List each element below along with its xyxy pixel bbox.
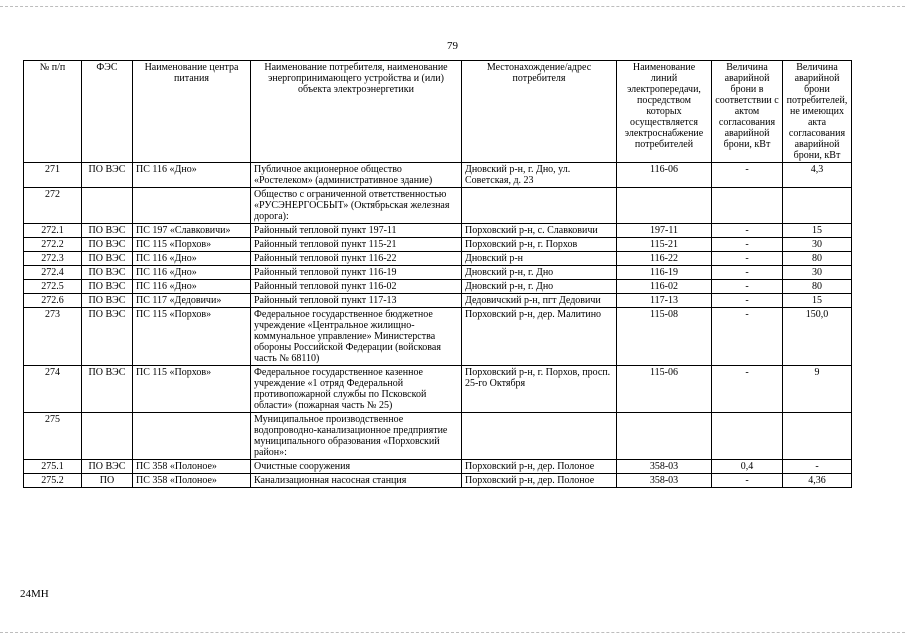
cell-fes: ПО ВЭС (82, 294, 133, 308)
cell-consumer: Федеральное государственное бюджетное учреждение «Центральное жилищно-коммунальное управление» Министерства обороны Российской Федерации (войсковая часть № 68110) (251, 308, 462, 366)
cell-fes: ПО ВЭС (82, 460, 133, 474)
cell-reserve-without-act: 30 (783, 238, 852, 252)
cell-reserve-with-act: - (712, 266, 783, 280)
cell-reserve-with-act: - (712, 308, 783, 366)
cell-fes (82, 413, 133, 460)
cell-number: 272.4 (24, 266, 82, 280)
cell-reserve-without-act: 15 (783, 224, 852, 238)
table-row (24, 224, 852, 238)
cell-reserve-with-act: - (712, 294, 783, 308)
cell-reserve-with-act: - (712, 252, 783, 266)
cell-fes: ПО ВЭС (82, 224, 133, 238)
cell-power-center: ПС 117 «Дедовичи» (133, 294, 251, 308)
cell-power-line (617, 413, 712, 460)
cell-number: 273 (24, 308, 82, 366)
cell-number: 271 (24, 163, 82, 188)
table-row (24, 366, 852, 413)
cell-address: Порховский р-н, дер. Полоное (462, 460, 617, 474)
cell-address: Дновский р-н, г. Дно, ул. Советская, д. 23 (462, 163, 617, 188)
cell-address: Дновский р-н, г. Дно (462, 280, 617, 294)
cell-reserve-with-act: 0,4 (712, 460, 783, 474)
cell-reserve-without-act: 30 (783, 266, 852, 280)
cell-power-line: 117-13 (617, 294, 712, 308)
cell-fes: ПО ВЭС (82, 266, 133, 280)
cell-consumer: Районный тепловой пункт 116-22 (251, 252, 462, 266)
cell-power-center: ПС 197 «Славковичи» (133, 224, 251, 238)
table-row (24, 266, 852, 280)
header-power-line: Наименование линий электропередачи, посредством которых осуществляется электроснабжение потребителей (617, 61, 712, 163)
cell-fes: ПО ВЭС (82, 308, 133, 366)
table-row (24, 280, 852, 294)
cell-power-line: 358-03 (617, 474, 712, 488)
header-reserve-with-act: Величина аварийной брони в соответствии с актом согласования аварийной брони, кВт (712, 61, 783, 163)
table-row (24, 294, 852, 308)
cell-number: 272.5 (24, 280, 82, 294)
cell-number: 275 (24, 413, 82, 460)
cell-number: 275.2 (24, 474, 82, 488)
cell-power-center: ПС 115 «Порхов» (133, 366, 251, 413)
cell-power-center (133, 188, 251, 224)
scan-noise-bottom (0, 632, 905, 634)
cell-power-line (617, 188, 712, 224)
table-row (24, 308, 852, 366)
cell-address: Дновский р-н (462, 252, 617, 266)
cell-address: Дедовичский р-н, пгт Дедовичи (462, 294, 617, 308)
cell-reserve-with-act: - (712, 366, 783, 413)
cell-fes: ПО ВЭС (82, 366, 133, 413)
cell-reserve-with-act: - (712, 224, 783, 238)
cell-fes: ПО ВЭС (82, 252, 133, 266)
cell-reserve-with-act: - (712, 474, 783, 488)
table-header-row (24, 61, 852, 163)
page-number: 79 (447, 40, 458, 52)
header-reserve-without-act: Величина аварийной брони потребителей, не имеющих акта согласования аварийной брони, кВт (783, 61, 852, 163)
cell-consumer: Канализационная насосная станция (251, 474, 462, 488)
cell-address: Порховский р-н, дер. Малитино (462, 308, 617, 366)
cell-reserve-without-act: 80 (783, 280, 852, 294)
cell-power-line: 116-22 (617, 252, 712, 266)
cell-address: Порховский р-н, дер. Полоное (462, 474, 617, 488)
cell-reserve-with-act: - (712, 280, 783, 294)
cell-power-center: ПС 116 «Дно» (133, 163, 251, 188)
header-fes: ФЭС (82, 61, 133, 163)
cell-reserve-with-act (712, 413, 783, 460)
cell-power-line: 115-21 (617, 238, 712, 252)
cell-power-center: ПС 115 «Порхов» (133, 308, 251, 366)
cell-power-line: 115-08 (617, 308, 712, 366)
cell-power-center: ПС 358 «Полоное» (133, 460, 251, 474)
table-row (24, 238, 852, 252)
cell-power-line: 116-02 (617, 280, 712, 294)
cell-consumer: Районный тепловой пункт 117-13 (251, 294, 462, 308)
cell-number: 274 (24, 366, 82, 413)
footer-code: 24МН (20, 588, 49, 600)
cell-reserve-with-act: - (712, 163, 783, 188)
header-consumer: Наименование потребителя, наименование энергопринимающего устройства и (или) объекта электроэнергетики (251, 61, 462, 163)
cell-power-center: ПС 115 «Порхов» (133, 238, 251, 252)
cell-number: 272 (24, 188, 82, 224)
cell-fes (82, 188, 133, 224)
cell-consumer: Общество с ограниченной ответственностью «РУСЭНЕРГОСБЫТ» (Октябрьская железная дорога): (251, 188, 462, 224)
cell-reserve-without-act: 9 (783, 366, 852, 413)
cell-power-center (133, 413, 251, 460)
cell-address: Дновский р-н, г. Дно (462, 266, 617, 280)
header-number: № п/п (24, 61, 82, 163)
cell-consumer: Районный тепловой пункт 116-19 (251, 266, 462, 280)
table-row (24, 163, 852, 188)
cell-power-line: 115-06 (617, 366, 712, 413)
cell-power-line: 116-19 (617, 266, 712, 280)
cell-power-center: ПС 116 «Дно» (133, 252, 251, 266)
table-row (24, 413, 852, 460)
cell-reserve-without-act (783, 188, 852, 224)
cell-consumer: Публичное акционерное общество «Ростелеком» (административное здание) (251, 163, 462, 188)
cell-consumer: Районный тепловой пункт 116-02 (251, 280, 462, 294)
cell-consumer: Муниципальное производственное водопроводно-канализационное предприятие муниципального образования «Порховский район»: (251, 413, 462, 460)
cell-fes: ПО ВЭС (82, 163, 133, 188)
cell-power-line: 358-03 (617, 460, 712, 474)
table-row (24, 252, 852, 266)
cell-fes: ПО ВЭС (82, 238, 133, 252)
cell-power-line: 197-11 (617, 224, 712, 238)
cell-reserve-without-act: 4,36 (783, 474, 852, 488)
cell-fes: ПО (82, 474, 133, 488)
table-body (24, 163, 852, 488)
cell-reserve-without-act (783, 413, 852, 460)
cell-power-center: ПС 358 «Полоное» (133, 474, 251, 488)
emergency-reserve-table (23, 60, 852, 488)
cell-consumer: Районный тепловой пункт 115-21 (251, 238, 462, 252)
cell-reserve-without-act: 150,0 (783, 308, 852, 366)
cell-fes: ПО ВЭС (82, 280, 133, 294)
cell-address (462, 413, 617, 460)
cell-reserve-without-act: 4,3 (783, 163, 852, 188)
cell-address: Порховский р-н, с. Славковичи (462, 224, 617, 238)
cell-number: 272.3 (24, 252, 82, 266)
cell-address (462, 188, 617, 224)
cell-consumer: Федеральное государственное казенное учреждение «1 отряд Федеральной противопожарной службы по Псковской области» (пожарная часть № 25) (251, 366, 462, 413)
cell-reserve-with-act (712, 188, 783, 224)
cell-power-center: ПС 116 «Дно» (133, 266, 251, 280)
cell-reserve-without-act: 15 (783, 294, 852, 308)
cell-number: 275.1 (24, 460, 82, 474)
table-row (24, 188, 852, 224)
cell-address: Порховский р-н, г. Порхов (462, 238, 617, 252)
table-row (24, 474, 852, 488)
cell-reserve-without-act: 80 (783, 252, 852, 266)
cell-number: 272.1 (24, 224, 82, 238)
cell-consumer: Очистные сооружения (251, 460, 462, 474)
header-power-center: Наименование центра питания (133, 61, 251, 163)
cell-number: 272.6 (24, 294, 82, 308)
cell-number: 272.2 (24, 238, 82, 252)
table-row (24, 460, 852, 474)
header-address: Местонахождение/адрес потребителя (462, 61, 617, 163)
scan-noise-top (0, 6, 905, 8)
cell-consumer: Районный тепловой пункт 197-11 (251, 224, 462, 238)
cell-address: Порховский р-н, г. Порхов, просп. 25-го Октября (462, 366, 617, 413)
cell-reserve-without-act: - (783, 460, 852, 474)
cell-power-line: 116-06 (617, 163, 712, 188)
cell-reserve-with-act: - (712, 238, 783, 252)
cell-power-center: ПС 116 «Дно» (133, 280, 251, 294)
